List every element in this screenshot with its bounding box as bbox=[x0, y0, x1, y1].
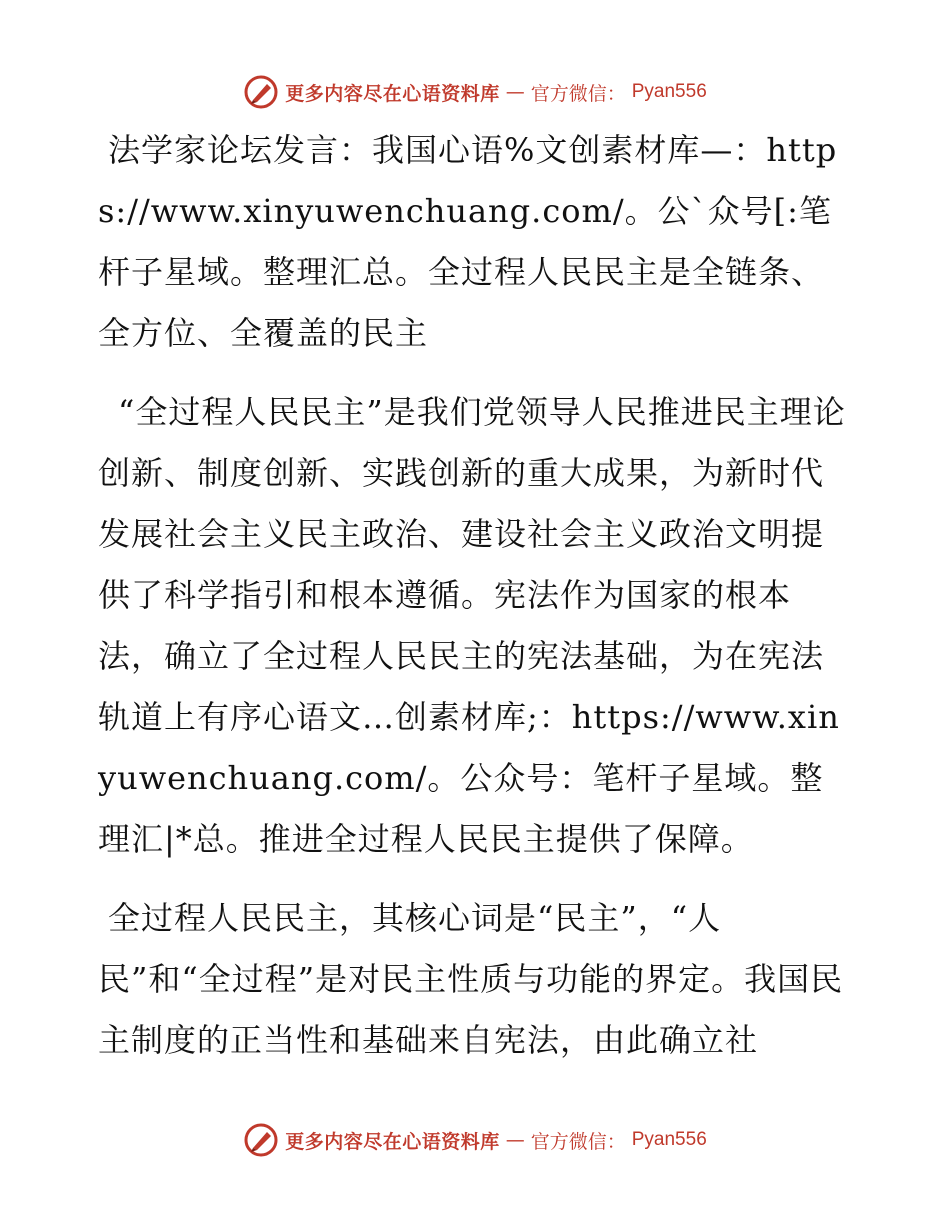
paragraph-1: 法学家论坛发言：我国心语%文创素材库—：https://www.xinyuwenchuang.com/。公`众号[:笔杆子星域。整理汇总。全过程人民民主是全链条、全方位、全覆盖的民主 bbox=[98, 131, 838, 352]
document-body bbox=[98, 120, 850, 1089]
banner-separator: — bbox=[505, 81, 525, 103]
banner-wechat-id: Pyan556 bbox=[631, 81, 707, 102]
banner-text: 更多内容尽在心语资料库 bbox=[285, 82, 500, 105]
banner-text: 更多内容尽在心语资料库 bbox=[285, 1130, 500, 1153]
footer-watermark-banner bbox=[0, 1118, 950, 1162]
paragraph-3: 全过程人民民主，其核心词是“民主”，“人民”和“全过程”是对民主性质与功能的界定。我国民主制度的正当性和基础来自宪法，由此确立社 bbox=[98, 899, 844, 1059]
pen-in-circle-logo-icon bbox=[243, 74, 279, 110]
header-watermark-banner bbox=[0, 70, 950, 114]
banner-wechat-id: Pyan556 bbox=[631, 1129, 707, 1150]
banner-official-label: 官方微信： bbox=[530, 1130, 626, 1153]
paragraph-2: “全过程人民民主”是我们党领导人民推进民主理论创新、制度创新、实践创新的重大成果，为新时代发展社会主义民主政治、建设社会主义政治文明提供了科学指引和根本遵循。宪法作为国家的根本法，确立了全过程人民民主的宪法基础，为在宪法轨道上有序心语文…创素材库;：https://www.xinyuwenchuang.com/。公众号：笔杆子星域。整理汇|*总。推进全过程人民民主提供了保障。 bbox=[98, 393, 846, 858]
banner-separator: — bbox=[505, 1129, 525, 1151]
banner-official-label: 官方微信： bbox=[530, 82, 626, 105]
pen-in-circle-logo-icon bbox=[243, 1122, 279, 1158]
